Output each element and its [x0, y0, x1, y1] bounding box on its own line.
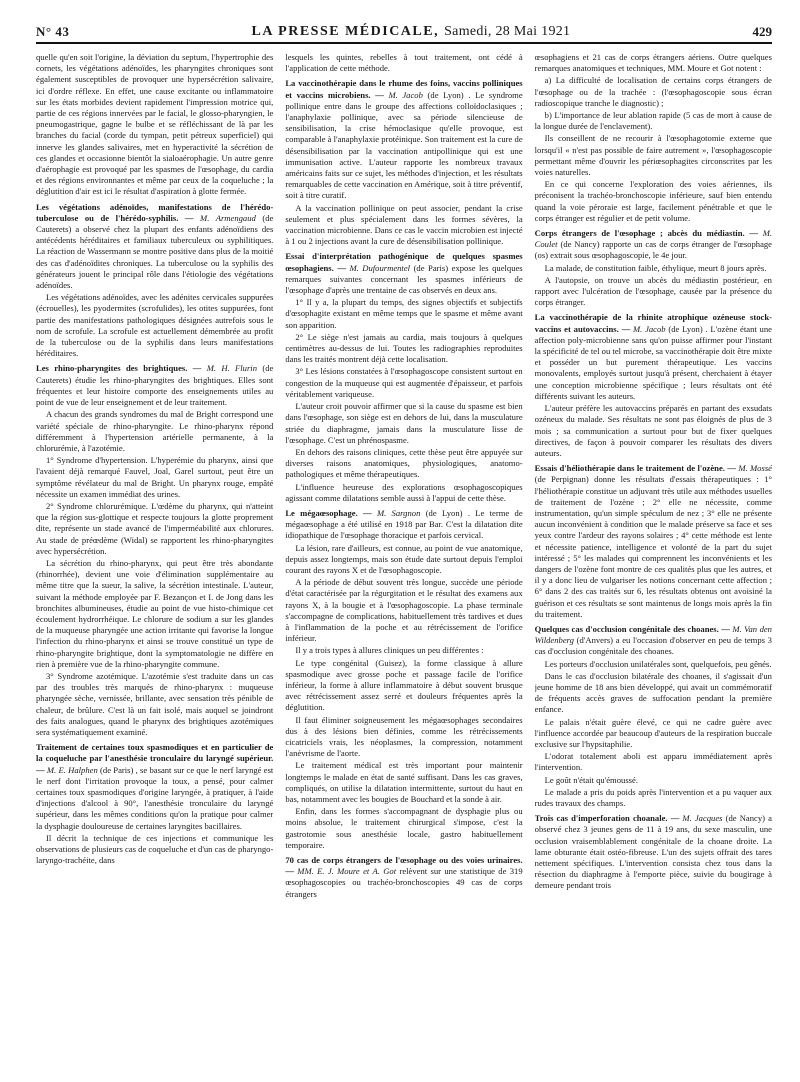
article-paragraph: A l'autopsie, on trouve un abcès du médiastin postérieur, en rapport avec l'ulcération de l'œsophage, causée par la présence du corps étranger.: [534, 274, 772, 308]
article-paragraph: Le malade a pris du poids après l'intervention et a pu vaquer aux rudes travaux des champs.: [534, 786, 772, 808]
article-heading: Les rhino-pharyngites des brightiques. —: [36, 363, 202, 374]
article-author: M. Jacob: [388, 89, 423, 100]
column-3: [535, 52, 772, 1074]
article-author: M. Sargnon: [376, 507, 421, 518]
article-paragraph: [285, 78, 522, 201]
article-text: a observé chez 3 jeunes gens de 11 à 19 ans, du sexe masculin, une occlusion vraisemblablement congénitale de la choane droite. La lame obturante était ostéo-fibreuse. L'un des sujets offrait des tares nettement spécifiques. L'intervention consista chez tous dans la résection du diaphragme à l'emporte pièce, suivie du bougirage à demeure pendant trois: [534, 813, 772, 891]
article-paragraph: [36, 202, 273, 292]
article-paragraph: 3° Les lésions constatées à l'œsophagoscope consistent surtout en congestion de la muqueuse qui est augmentée d'épaisseur, et parfois véritablement variqueuse.: [285, 366, 523, 399]
article-paragraph: 1° Il y a, la plupart du temps, des signes objectifs et subjectifs d'œsophagite existant en même temps que le spasme et même avant son apparition.: [285, 297, 523, 330]
article-text: . L'ozène étant une affection poly-microbienne sans qu'on puisse affirmer pour l'instant la spécificité de tel ou tel microbe, sa vaccinothérapie doit être mixte et posséder un but purement thérapeutique. Les vaccins monovalents, employés surtout jusqu'à présent, cherchaient à étayer une conception microbienne spécifique ; leurs résultats ont été différents suivant les auteurs.: [534, 323, 772, 401]
article-heading: Les végétations adénoïdes, manifestations de l'hérédo-tuberculose ou de l'hérédo-syphilis. —: [36, 201, 274, 223]
article-paragraph: Les végétations adénoïdes, avec les adénites cervicales suppurées (écrouelles), les pyodermites (scrofulides), les otites suppurées, font partie des manifestations pathologiques désignées autrefois sous le nom de scrofule. La scrofule est actuellement démembrée au profit de la tuberculose ou de la syphilis dans leurs manifestations héréditaires.: [36, 292, 274, 359]
article-paragraph: Le palais n'était guère élevé, ce qui ne cadre guère avec l'influence accordée par beaucoup d'auteurs de la respiration buccale exclusive sur l'hypsitaphilie.: [534, 716, 772, 749]
article-paragraph: En dehors des raisons cliniques, cette thèse peut être appuyée sur diverses raisons anatomiques, physiologiques, anatomo-pathologiques et même thérapeutiques.: [285, 446, 523, 480]
journal-name: LA PRESSE MÉDICALE,: [251, 24, 440, 39]
article-paragraph: Ils conseillent de ne recourir à l'œsophagotomie externe que lorsqu'il « n'est pas possible de faire autrement », l'œsophagoscopie permettant même d'ouvrir les périœsophagites circonscrites par les voies naturelles.: [534, 133, 772, 178]
author-location: (de Paris): [413, 262, 449, 273]
column-2: [285, 52, 522, 1074]
article-paragraph: [285, 855, 522, 900]
article-paragraph: Le goût n'était qu'émoussé.: [544, 774, 638, 785]
article-paragraph: Il décrit la technique de ces injections et communique les observations de plusieurs cas de coqueluche et d'un cas de pharyngo-laryngo-trachéite, dans: [36, 832, 274, 866]
article-paragraph: b) L'importance de leur ablation rapide (5 cas de mort à cause de la longue durée de l'enclavement).: [534, 110, 772, 132]
article-author: M. Armengaud: [200, 212, 256, 223]
issue-number: N° 43: [36, 24, 70, 39]
article-paragraph: L'auteur croit pouvoir affirmer que si la cause du spasme est bien dans l'œsophage, son siège est en dehors de lui, dans la musculature striée du diaphragme, jamais dans la musculature lisse de l'œsophage. C'est un phrénospasme.: [285, 401, 523, 445]
article-author: M. Mossé: [738, 463, 772, 474]
article-paragraph: [535, 463, 772, 620]
article-heading: Corps étrangers de l'œsophage ; abcès du médiastin. —: [534, 228, 758, 239]
article-paragraph: Dans le cas d'occlusion bilatérale des choanes, il s'agissait d'un jeune homme de 18 ans bien développé, qui avait un commémoratif de fréquents accès graves de suffocation pendant la première enfance.: [534, 670, 772, 715]
author-location: (de Lyon): [668, 323, 703, 334]
article-heading: La vaccinothérapie de la rhinite atrophique ozéneuse stock-vaccins et autovaccins. —: [534, 312, 772, 334]
issue-date: Samedi, 28 Mai 1921: [444, 24, 571, 39]
article-author: M. H. Flurin: [206, 363, 257, 374]
article-text: expose les quelques remarques suivantes concernant les spasmes inférieurs de l'œsophage d'après une trentaine de cas observés en deux ans.: [285, 262, 523, 296]
article-text: donne les résultats d'essais thérapeutiques : 1° l'héliothérapie constitue un adjuvant très utile aux méthodes usuelles de traitement de l'ozène ; 2° elle ne nécessite, comme instrumentation, qu'un simple spéculum de nez ; 3° elle ne présente aucun inconvénient à condition que le malade préserve sa face et ses yeux contre l'ardeur des rayons solaires ; 4° cette méthode est lente et nécessite patience, intelligence et volonté de la part du sujet intéressé ; 5° les malades qui comprennent les inconvénients et les dangers de l'ozène font montre de ces qualités plus que les autres, et il y a donc lieu de vulgariser les notions concernant cette affection ; 6° dans 2 des cas traités sur 6, les résultats obtenus ont avoisiné la guérison et ces résultats se sont maintenus de longs mois après la fin du traitement.: [534, 474, 772, 619]
article-author: M. Van den Wildenberg: [534, 623, 772, 646]
article-author: M. Jacques: [682, 813, 723, 824]
article-paragraph: [36, 363, 273, 408]
author-location: (de Cauterets): [36, 363, 274, 385]
article-author: M. E. Halphen: [46, 764, 98, 775]
article-paragraph: Enfin, dans les formes s'accompagnant de dysphagie plus ou moins absolue, le traitement chirurgical s'impose, c'est la gastrotomie sous anesthésie locale, gastro habituellement temporaire.: [285, 806, 523, 850]
article-author: M. Jacob: [632, 323, 666, 334]
article-text: . Le terme de mégaœsophage a été utilisé en 1918 par Bar. C'est la dilatation dite idiopathique de l'œsophage thoracique et parfois cervical.: [285, 507, 523, 541]
article-paragraph: [535, 813, 772, 891]
article-text: a observé chez la plupart des enfants adénoïdiens des antécédents héréditaires et familiaux tuberculeux ou syphilitiques. La réaction de Wassermann se montre positive dans plus de la moitié des cas d'adénoïdites chroniques. La tuberculose ou la syphilis des générateurs jouent le principal rôle dans l'étiologie des végétations adénoïdes.: [36, 224, 274, 291]
author-location: (d'Anvers): [576, 635, 614, 646]
continued-text: lesquels les quintes, rebelles à tout traitement, ont cédé à l'application de cette méthode.: [285, 52, 523, 74]
article-text: , se basant sur ce que le nerf laryngé est le nerf dont l'irritation provoque la toux, a pensé, pour calmer certaines toux spasmodiques d'origine laryngée, à pratiquer, à l'aide d'injections d'alcool à 90°, l'anesthésie tronculaire du laryngé supérieur, dans les mêmes conditions qu'on la pratique pour calmer la dysphagie douloureuse de certaines laryngites bacillaires.: [36, 764, 274, 831]
author-location: (de Paris): [100, 764, 134, 775]
article-paragraph: 2° Syndrome chlorurémique. L'œdème du pharynx, qui n'atteint que la région sus-glottique et respecte toujours la glotte proprement dite, représente un stade avancé de l'imperméabilité aux chlorures. Au stade de préœdème (Widal) se rapportent les rhino-pharyngites avec hypersécrétion.: [36, 500, 274, 556]
article-paragraph: 1° Syndrome d'hypertension. L'hyperémie du pharynx, ainsi que l'avaient déjà remarqué Fauvel, Joal, Garel surtout, peut être un symptôme révélateur du mal de Bright. Un pharynx rouge, empâté nécessite un examen immédiat des urines.: [36, 455, 274, 499]
article-paragraph: Il y a trois types à allures cliniques un peu différentes :: [295, 645, 484, 656]
continued-text: quelle qu'en soit l'origine, la déviation du septum, l'hypertrophie des cornets, les végétations adénoïdes, les pharyngites chroniques sont également susceptibles de provoquer une hypersécrétion salivaire, ici d'ordre réflexe. En effet, une cause excitante ou inflammatoire sur les états morbides devient rapidement l'impression motrice qui, partie de ces régions innervées par le facial, le glosso-pharyngien, le pneumogastrique, gagne le bulbe et se réfléchissant de là par les branches du facial (corde du tympan, petit pétreux superficiel) qui innerve les glandes salivaires, met en hyperactivité la sécrétion de ces glandes et occasionne bientôt la sialoaérophagie. Un autre genre d'aérophagie est provoqué par les spasmes de l'œsophage, du cardia et des régions environnantes et même par ceux de la coqueluche ; la déglutition d'air est ici le résultat d'aspiration à glotte fermée.: [36, 52, 274, 197]
article-heading: Quelques cas d'occlusion congénitale des choanes. —: [534, 623, 730, 634]
article-paragraph: [36, 742, 273, 832]
article-paragraph: [285, 508, 522, 542]
article-paragraph: L'auteur préfère les autovaccins préparés en partant des exsudats ozéneux du malade. Ses résultats ne sont pas éloignés de plus de 3 mois ; sa communication a surtout pour but de fixer quelques directives, de façon à pouvoir comparer les résultats des divers auteurs.: [534, 403, 772, 458]
continued-text: œsophagiens et 21 cas de corps étrangers aériens. Outre quelques remarques anatomiques et techniques, MM. Moure et Got notent :: [534, 52, 772, 74]
article-text: a eu l'occasion d'observer en peu de temps 3 cas d'occlusion congénitale des choanes.: [534, 635, 772, 657]
article-paragraph: L'influence heureuse des explorations œsophagoscopiques agissant comme dilatations semble aussi à l'appui de cette thèse.: [285, 481, 523, 503]
article-paragraph: a) La difficulté de localisation de certains corps étrangers de l'œsophage ou de la trachée : (l'œsophagoscopie sous écran radioscopique tranche le diagnostic) ;: [534, 75, 772, 108]
page-number: 429: [752, 24, 772, 39]
article-paragraph: Les porteurs d'occlusion unilatérales sont, quelquefois, peu gênés.: [544, 658, 772, 669]
article-paragraph: [285, 251, 522, 296]
article-heading: La vaccinothérapie dans le rhume des foins, vaccins polliniques et vaccins microbiens. —: [285, 78, 523, 100]
article-paragraph: La lésion, rare d'ailleurs, est connue, au point de vue anatomique, depuis assez longtemps, mais son étude date surtout depuis l'emploi courant des rayons X et de l'œsophagoscopie.: [285, 542, 523, 575]
article-paragraph: A la période de début souvent très longue, succède une période d'état caractérisée par la régurgitation et le résultat des examens aux rayons X, à la bougie et à l'œsophagoscopie. La phase terminale s'accompagne de complications, habituellement très tardives et dues à l'inflammation de la poche et au rétrécissement de l'orifice inférieur.: [285, 577, 523, 644]
article-heading: Essais d'héliothérapie dans le traitement de l'ozène. —: [534, 463, 736, 474]
article-heading: Traitement de certaines toux spasmodiques et en particulier de la coqueluche par l'anesthésie tronculaire du laryngé supérieur. —: [36, 742, 274, 775]
author-location: (de Cauterets): [36, 212, 274, 235]
article-paragraph: La sécrétion du rhino-pharynx, qui peut être très abondante (rhinorrhée), devient une voie d'élimination supplémentaire au même titre que la sueur, la salive, la sécrétion intestinale. L'auteur, suivant la méthode employée par F. Bezançon et I. de Jong dans les bronchites albumineuses, étudie au point de vue histo-chimique cet écoulement hydrorrhéique. Le chlorure de sodium a sur les glandes de la muqueuse pharyngée une action irritante qui favorise la longue l'infection du rhino-pharynx et ainsi se trouve constitué un type de rhino-pharyngite brightique, dont la symptomatologie ne diffère en rien à première vue de la rhino-pharyngite commune.: [36, 557, 274, 669]
journal-title: [252, 24, 571, 40]
article-paragraph: [535, 312, 772, 402]
page-header: [36, 18, 772, 44]
article-paragraph: L'odorat totalement aboli est apparu immédiatement après l'intervention.: [534, 751, 772, 773]
column-1: [36, 52, 273, 1074]
article-text: rapporte un cas de corps étranger de l'œsophage (os) extrait sous œsophagoscopie, le 4e jour.: [534, 239, 772, 261]
article-paragraph: [535, 228, 772, 262]
article-heading: 70 cas de corps étrangers de l'œsophage ou des voies urinaires. —: [285, 855, 523, 877]
article-paragraph: A chacun des grands syndromes du mal de Bright correspond une variété spéciale de rhino-pharyngite. Le rhino-pharynx répond différemment à l'hypertension artérielle permanente, à la chlorurémie, à l'azotémie.: [36, 409, 274, 453]
article-paragraph: 2° Le siège n'est jamais au cardia, mais toujours à quelques centimètres au-dessus de lui. Toutes les radiographies reproduites dans les traités montrent déjà cette localisation.: [285, 331, 523, 365]
article-paragraph: Le type congénital (Guisez), la forme classique à allure spasmodique avec grosse poche et passage facile de l'orifice inférieur, la forme à allure inflammatoire à début souvent brusque avec rétrécissement assez serré et douleurs fréquentes après la déglutition.: [285, 657, 523, 713]
article-heading: Trois cas d'imperforation choanale. —: [534, 813, 680, 824]
article-paragraph: 3° Syndrome azotémique. L'azotémie s'est traduite dans un cas par des troubles très marqués de rhino-pharynx : muqueuse pharyngée sèche, vernissée, brillante, avec sensation très pénible de chaleur, de brûlure. C'est là un fait isolé, mais auquel se joindront des faits analogues, quand le pharynx des brightiques azotémiques sera systématiquement examiné.: [36, 670, 274, 737]
article-text: relèvent sur une statistique de 319 œsophagoscopies ou trachéo-bronchoscopies 49 cas de corps étrangers: [285, 866, 523, 899]
article-paragraph: A la vaccination pollinique on peut associer, pendant la crise seulement et plus spécialement dans les formes sévères, la vaccination microbienne. Dans ce cas le vaccin microbien est injecté à 1 ou 2 injections avant la cure de désensibilisation pollinique.: [285, 202, 523, 247]
author-location: (de Nancy): [560, 239, 600, 250]
article-paragraph: Le traitement médical est très important pour maintenir longtemps le malade en état de santé suffisant. Dans les cas graves, compliqués, on utilise la dilatation intermittente, surtout du haut en bas, notamment avec les bougies de Bouchard et la sonde à air.: [285, 760, 523, 804]
article-author: MM. E. J. Moure et A. Got: [297, 866, 397, 877]
article-paragraph: [535, 624, 772, 658]
article-heading: Le mégaœsophage. —: [285, 507, 372, 518]
article-paragraph: La malade, de constitution faible, éthylique, meurt 8 jours après.: [544, 262, 767, 273]
author-location: (de Perpignan): [534, 474, 589, 485]
author-location: (de Lyon): [425, 507, 463, 518]
article-author: M. Dufourmentel: [349, 262, 411, 273]
article-text: étudie les rhino-pharyngites des brightiques. Elles sont fréquentes et leur histoire comporte des enseignements utiles au point de vue de leur enseignement et de leur traitement.: [36, 374, 274, 408]
article-author: M. Coulet: [534, 228, 772, 250]
article-columns: [36, 52, 772, 1074]
article-text: . Le syndrome pollinique entre dans le groupe des affections colloïdoclasiques ; l'anaphylaxie pollinique, avec sa période silencieuse de sensibilisation, la crise hémoclasique qu'elle provoque, est comparable à l'anaphylaxie protéinique. Son traitement est la cure de désensibilisation par la vaccination antipollinique qui est une immunisation active. L'auteur rapporte les nombreux travaux américains faits sur ce sujet, les méthodes d'injection, et les résultats remarquables de cette vaccination en Amérique, soit à titre préventif, soit à titre curatif.: [285, 89, 523, 201]
article-paragraph: Il faut éliminer soigneusement les mégaœsophages secondaires dus à des lésions bien définies, comme les rétrécissements cicatriciels vrais, les néoplasmes, la compression, notamment l'anévrisme de l'aorte.: [285, 714, 523, 759]
author-location: (de Nancy): [725, 813, 766, 824]
article-heading: Essai d'interprétation pathogénique de quelques spasmes œsophagiens. —: [285, 251, 523, 273]
author-location: (de Lyon): [427, 89, 464, 100]
article-paragraph: En ce qui concerne l'exploration des voies aériennes, ils préconisent la trachéo-bronchoscopie inférieure, sauf bien entendu quand la voie péroraie est large, facilement pénétrable et que le corps étranger est régulier et de petit volume.: [534, 179, 772, 223]
